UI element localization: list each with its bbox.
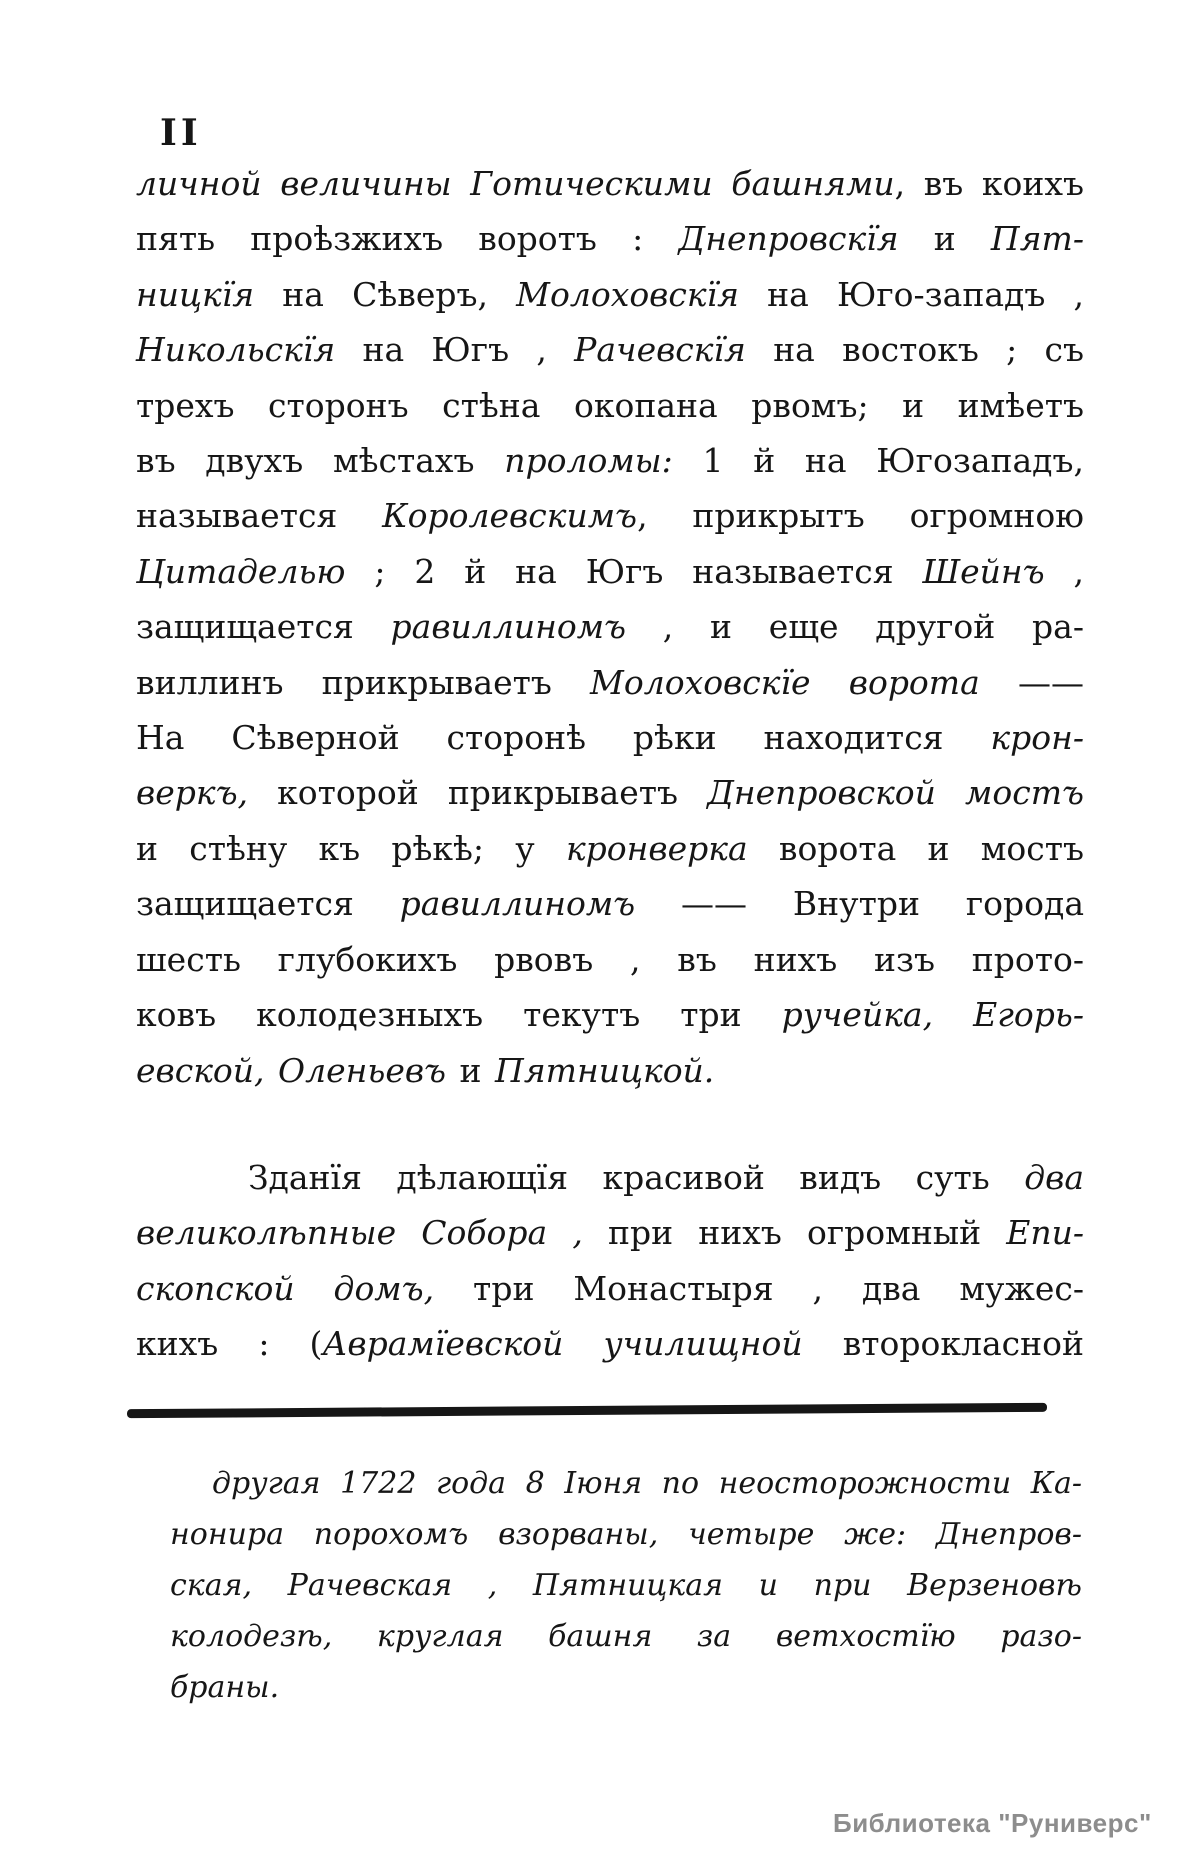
text-run: великолѣпные Собора , (136, 1213, 583, 1253)
text-line (136, 655, 1084, 710)
text-run: браны. (170, 1670, 280, 1705)
text-run: На Сѣверной сторонѣ рѣки находится (136, 718, 991, 758)
text-line (136, 987, 1084, 1042)
page-number: II (160, 112, 202, 154)
text-run: Рачевскїя (574, 330, 746, 370)
text-run: Днепровской мостъ (707, 773, 1084, 813)
text-run: колодезѣ, круглая башня за ветхостїю разо- (170, 1619, 1082, 1654)
text-line (136, 1150, 1084, 1205)
text-run: Днепровскїя (678, 219, 899, 259)
text-run: два (1024, 1158, 1084, 1197)
text-line (170, 1458, 1082, 1509)
text-run: которой прикрываетъ (248, 773, 708, 813)
text-run: Молоховскїя (516, 274, 739, 314)
text-run: веркъ, (136, 773, 249, 813)
text-line (136, 211, 1084, 266)
text-run: равиллиномъ (390, 607, 627, 647)
text-run: ковъ колодезныхъ текутъ три (136, 995, 782, 1035)
text-run: Молоховскїе ворота (590, 662, 980, 702)
main-paragraph-2 (136, 1150, 1084, 1372)
text-run: Зданїя дѣлающїя красивой видъ суть (248, 1158, 1025, 1197)
text-line (136, 932, 1084, 987)
text-line (136, 1205, 1084, 1260)
text-run: Епи- (1006, 1213, 1085, 1253)
text-run: второкласной (802, 1324, 1084, 1364)
text-line (170, 1611, 1082, 1662)
text-line (136, 599, 1084, 654)
text-line (136, 710, 1084, 765)
text-run: при нихъ огромный (582, 1213, 1007, 1253)
text-line (170, 1662, 1082, 1713)
text-run: трехъ сторонъ стѣна окопана рвомъ; и имѣетъ (136, 385, 1084, 425)
text-run: три Монастыря , два мужес- (434, 1268, 1084, 1308)
text-line (136, 156, 1084, 211)
text-run: личной величины Готическими башнями (136, 164, 895, 203)
text-run: ницкїя (136, 274, 255, 314)
text-run: на востокъ ; съ (745, 330, 1084, 370)
text-run: въ двухъ мѣстахъ (136, 441, 505, 481)
text-run: крон- (990, 718, 1084, 758)
text-run: Пят- (990, 219, 1084, 259)
text-run: называется (136, 496, 383, 536)
text-run: и стѣну къ рѣкѣ; у (136, 828, 566, 868)
footnote-separator-rule (127, 1403, 1047, 1418)
text-run: защищается (136, 607, 391, 647)
text-run: проломы: (504, 441, 673, 481)
text-run: Шейнъ (922, 551, 1045, 591)
text-run: Никольскїя (136, 330, 336, 370)
text-run: евской, Оленьевъ (136, 1050, 447, 1090)
text-run: 1 й на Югозападъ, (672, 441, 1084, 481)
text-run: нонира порохомъ взорваны, четыре же: Днепров- (170, 1517, 1082, 1552)
text-run: кронверка (565, 828, 748, 868)
text-run: и (446, 1050, 496, 1090)
text-run: Аврамїевской училищной (322, 1324, 803, 1364)
text-line (136, 821, 1084, 876)
footnote-block (170, 1458, 1082, 1713)
text-run: Королевскимъ (382, 496, 638, 536)
text-line (136, 433, 1084, 488)
text-run: Пятницкой. (495, 1050, 715, 1090)
text-run: на Сѣверъ, (254, 274, 517, 314)
text-run: Цитаделью (136, 551, 346, 591)
text-run: скопской домъ, (136, 1268, 435, 1308)
text-run: пять проѣзжихъ воротъ : (136, 219, 679, 259)
text-line (170, 1560, 1082, 1611)
text-line (136, 544, 1084, 599)
text-line (170, 1509, 1082, 1560)
text-run: на Юго-западъ , (739, 274, 1084, 314)
text-run: ская, Рачевская , Пятницкая и при Верзеновѣ (170, 1568, 1082, 1603)
text-run: другая 1722 года 8 Іюня по неосторожности Ка- (212, 1466, 1082, 1501)
text-run: , (1044, 551, 1084, 591)
library-watermark: Библиотека "Руниверс" (833, 1808, 1152, 1838)
text-run: кихъ : ( (136, 1324, 323, 1364)
text-run: , въ коихъ (894, 164, 1085, 203)
text-run: ; 2 й на Югъ называется (345, 551, 923, 591)
text-run: , и еще другой ра- (626, 607, 1084, 647)
text-run: на Югъ , (335, 330, 575, 370)
text-run: —— Внутри города (635, 884, 1084, 924)
text-line (136, 1316, 1084, 1371)
text-run: шесть глубокихъ рвовъ , въ нихъ изъ прото- (136, 939, 1084, 979)
text-run: ворота и мостъ (747, 828, 1084, 868)
text-run: и (898, 219, 991, 259)
text-run: , прикрытъ огромною (637, 496, 1084, 536)
text-line (136, 378, 1084, 433)
text-run: виллинъ прикрываетъ (136, 662, 591, 702)
text-run: защищается (136, 884, 400, 924)
text-line (136, 876, 1084, 931)
text-line (136, 765, 1084, 820)
text-line (136, 322, 1084, 377)
text-run: равиллиномъ (399, 884, 636, 924)
text-run: ручейка, Егорь- (781, 995, 1084, 1035)
text-line (136, 1043, 1084, 1098)
text-run: —— (979, 662, 1084, 702)
text-line (136, 488, 1084, 543)
main-paragraph-1 (136, 156, 1084, 1098)
text-line (136, 267, 1084, 322)
text-line (136, 1261, 1084, 1316)
